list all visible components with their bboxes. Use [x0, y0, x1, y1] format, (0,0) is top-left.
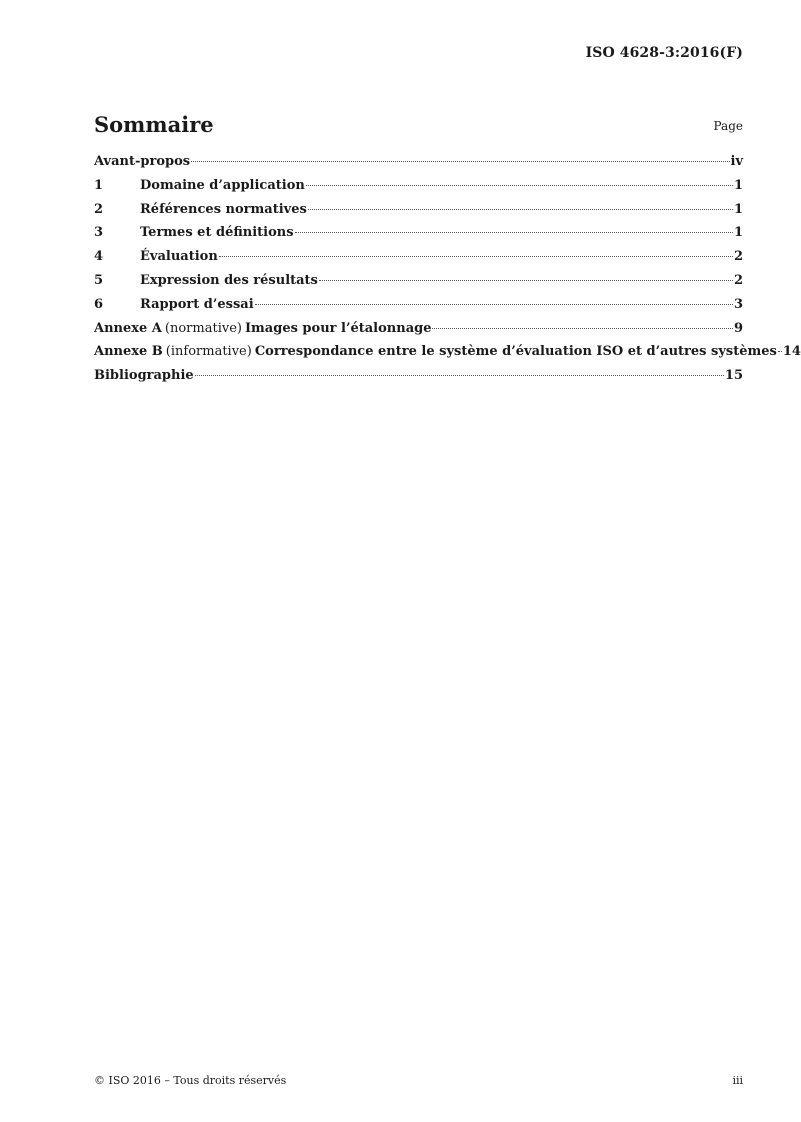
toc-entry-page: iv [730, 154, 743, 169]
toc-entry-page: 2 [733, 272, 743, 288]
toc-entry-annex-kind: (normative) [164, 320, 242, 336]
toc-leader-dots [195, 375, 724, 376]
toc-entry-page: 1 [733, 177, 743, 193]
toc-entry[interactable] [94, 225, 743, 249]
toc-entry[interactable] [94, 178, 743, 202]
table-of-contents [94, 154, 801, 392]
toc-entry-label: Termes et définitions [140, 225, 294, 241]
toc-leader-dots [295, 232, 733, 233]
toc-entry-page: 9 [733, 320, 743, 336]
toc-entry-label: Images pour l’étalonnage [244, 320, 432, 336]
toc-entry-label: Rapport d’essai [140, 296, 254, 312]
toc-entry-label: Avant-propos [94, 154, 191, 169]
toc-entry-label: Correspondance entre le système d’évaluation ISO et d’autres systèmes [254, 344, 777, 360]
toc-entry[interactable] [94, 297, 743, 321]
toc-entry-number: 5 [94, 272, 104, 288]
toc-entry-page: 15 [724, 368, 743, 384]
toc-entry-page: 1 [733, 201, 743, 217]
toc-leader-dots [319, 280, 733, 281]
toc-leader-dots [778, 351, 782, 352]
toc-entry[interactable] [94, 321, 743, 345]
toc-entry-annex-prefix: Annexe B [94, 344, 163, 360]
toc-entry[interactable] [94, 202, 743, 226]
toc-entry-page: 2 [733, 249, 743, 265]
toc-entry-annex-kind: (informative) [165, 344, 252, 360]
toc-leader-dots [219, 256, 733, 257]
page-column-label: Page [713, 119, 743, 133]
toc-entry[interactable] [94, 344, 801, 368]
toc-title: Sommaire [94, 112, 214, 137]
toc-leader-dots [432, 328, 732, 329]
toc-entry-number: 1 [94, 177, 104, 193]
toc-entry-page: 14 [782, 344, 801, 360]
toc-leader-dots [191, 161, 729, 162]
document-ref: ISO 4628-3:2016(F) [585, 45, 743, 61]
toc-leader-dots [306, 185, 733, 186]
toc-entry-label: Bibliographie [94, 368, 194, 384]
toc-entry-number: 3 [94, 225, 104, 241]
toc-entry[interactable] [94, 154, 743, 178]
toc-leader-dots [255, 304, 733, 305]
toc-entry[interactable] [94, 368, 743, 392]
footer-copyright: © ISO 2016 – Tous droits réservés [94, 1074, 287, 1087]
footer-page-number: iii [732, 1074, 743, 1087]
toc-entry[interactable] [94, 249, 743, 273]
toc-entry-number: 2 [94, 201, 104, 217]
toc-entry[interactable] [94, 273, 743, 297]
toc-entry-page: 1 [733, 225, 743, 241]
toc-entry-label: Références normatives [140, 201, 307, 217]
toc-entry-annex-prefix: Annexe A [94, 320, 162, 336]
toc-entry-number: 6 [94, 296, 104, 312]
toc-entry-label: Domaine d’application [140, 177, 305, 193]
toc-entry-label: Évaluation [140, 249, 218, 265]
toc-entry-page: 3 [733, 296, 743, 312]
toc-entry-label: Expression des résultats [140, 272, 318, 288]
toc-leader-dots [308, 209, 733, 210]
toc-entry-number: 4 [94, 249, 104, 265]
